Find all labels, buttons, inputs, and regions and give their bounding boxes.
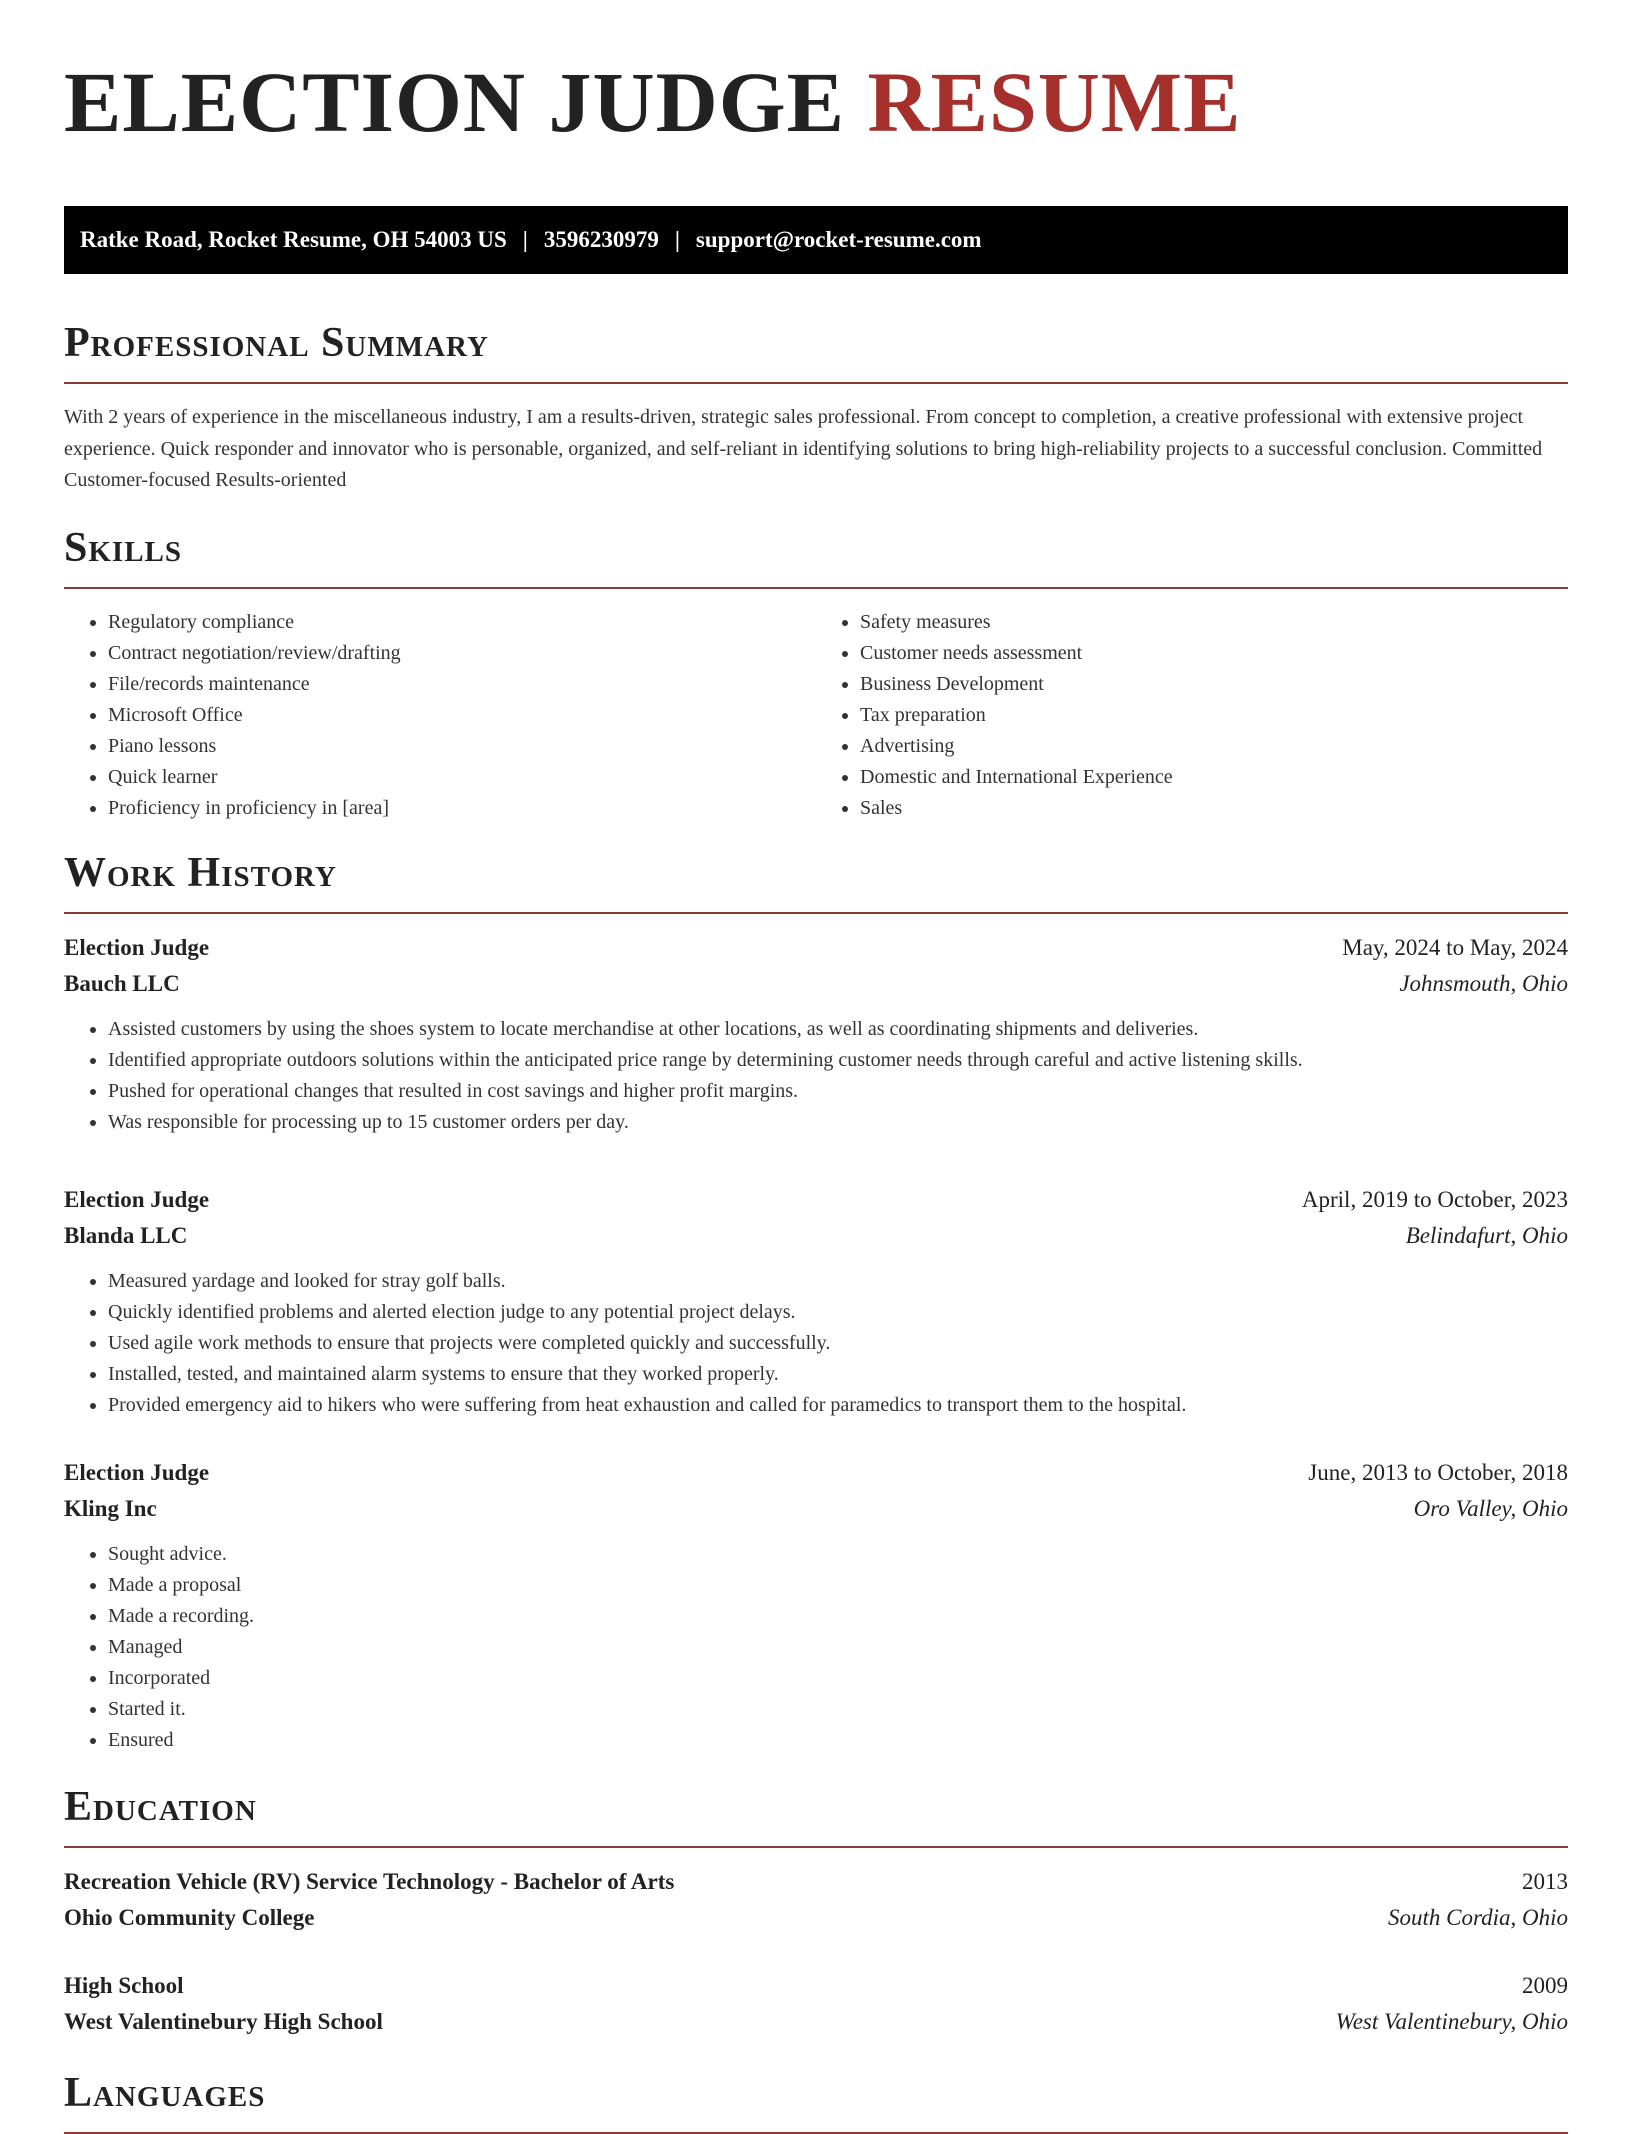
job-bullet: • Provided emergency aid to hikers who were suffering from heat exhaustion and called for paramedics to transport them to the hospital. <box>108 1390 1568 1421</box>
job-bullets <box>64 1266 1568 1421</box>
education-school: Ohio Community College <box>64 1904 315 1930</box>
job-dates: April, 2019 to October, 2023 <box>1301 1186 1568 1212</box>
contact-bar <box>64 206 1568 274</box>
education-school: West Valentinebury High School <box>64 2008 383 2034</box>
job-bullet: • Started it. <box>108 1694 1568 1725</box>
summary-text: With 2 years of experience in the miscellaneous industry, I am a results-driven, strategic sales professional. From concept to completion, a creative professional with extensive project experience. Quick responder and innovator who is personable, organized, and self-reliant in identifying solutions to bring high-reliability projects to a successful conclusion. Committed Customer-focused Results-oriented <box>64 406 1543 491</box>
skills-list-left <box>64 607 816 824</box>
skill-item: • Customer needs assessment <box>860 638 1568 669</box>
section-heading-skills: Skills <box>64 524 183 571</box>
job-entry <box>64 930 1568 1138</box>
section-divider <box>64 1846 1568 1848</box>
contact-separator: | <box>522 227 528 252</box>
skill-item: • Safety measures <box>860 607 1568 638</box>
job-dates: May, 2024 to May, 2024 <box>1342 934 1568 960</box>
contact-address: Ratke Road, Rocket Resume, OH 54003 US <box>80 227 507 252</box>
education-section <box>64 1782 1568 2040</box>
job-company: Blanda LLC <box>64 1222 188 1248</box>
job-bullet: • Identified appropriate outdoors solutions within the anticipated price range by determining customer needs through careful and active listening skills. <box>108 1045 1568 1076</box>
education-year: 2013 <box>1522 1868 1568 1894</box>
section-divider <box>64 587 1568 589</box>
education-location: South Cordia, Ohio <box>1388 1904 1568 1930</box>
contact-email: support@rocket-resume.com <box>695 227 982 252</box>
skills-list-right <box>816 607 1568 824</box>
education-degree: Recreation Vehicle (RV) Service Technology - Bachelor of Arts <box>64 1868 675 1894</box>
languages-section <box>64 2068 1568 2134</box>
contact-phone: 3596230979 <box>543 227 659 252</box>
skill-item: • File/records maintenance <box>108 669 816 700</box>
job-bullet: • Made a proposal <box>108 1570 1568 1601</box>
skill-item: • Microsoft Office <box>108 700 816 731</box>
skill-item: • Proficiency in proficiency in [area] <box>108 793 816 824</box>
skill-item: • Piano lessons <box>108 731 816 762</box>
skills-columns <box>64 607 1568 824</box>
job-location: Oro Valley, Ohio <box>1413 1495 1568 1521</box>
job-bullet: • Managed <box>108 1632 1568 1663</box>
skill-item: • Quick learner <box>108 762 816 793</box>
job-title: Election Judge <box>64 934 210 960</box>
summary-section <box>64 318 1568 497</box>
section-divider <box>64 912 1568 914</box>
job-bullet: • Was responsible for processing up to 15 customer orders per day. <box>108 1107 1568 1138</box>
job-location: Belindafurt, Ohio <box>1405 1222 1568 1248</box>
job-bullet: • Ensured <box>108 1725 1568 1756</box>
work-history-section <box>64 848 1568 1756</box>
job-title: Election Judge <box>64 1459 210 1485</box>
contact-separator: | <box>674 227 680 252</box>
job-bullet: • Pushed for operational changes that resulted in cost savings and higher profit margins. <box>108 1076 1568 1107</box>
job-entry <box>64 1182 1568 1421</box>
job-company: Bauch LLC <box>64 970 180 996</box>
job-bullet: • Sought advice. <box>108 1539 1568 1570</box>
education-entry <box>64 1968 1568 2040</box>
page-title <box>64 56 1568 148</box>
skill-item: • Business Development <box>860 669 1568 700</box>
skill-item: • Domestic and International Experience <box>860 762 1568 793</box>
job-bullet: • Made a recording. <box>108 1601 1568 1632</box>
job-bullets <box>64 1539 1568 1756</box>
job-bullets <box>64 1014 1568 1138</box>
title-accent: RESUME <box>867 54 1242 150</box>
education-year: 2009 <box>1522 1972 1568 1998</box>
section-heading-work: Work History <box>64 849 337 896</box>
job-bullet: • Quickly identified problems and alerted election judge to any potential project delays. <box>108 1297 1568 1328</box>
education-entry <box>64 1864 1568 1936</box>
skill-item: • Tax preparation <box>860 700 1568 731</box>
skill-item: • Advertising <box>860 731 1568 762</box>
job-bullet: • Incorporated <box>108 1663 1568 1694</box>
job-bullet: • Installed, tested, and maintained alarm systems to ensure that they worked properly. <box>108 1359 1568 1390</box>
job-company: Kling Inc <box>64 1495 157 1521</box>
job-location: Johnsmouth, Ohio <box>1399 970 1568 996</box>
job-entry <box>64 1455 1568 1756</box>
education-location: West Valentinebury, Ohio <box>1335 2008 1568 2034</box>
section-heading-summary: Professional Summary <box>64 320 489 366</box>
job-bullet: • Assisted customers by using the shoes system to locate merchandise at other locations, as well as coordinating shipments and deliveries. <box>108 1014 1568 1045</box>
section-heading-languages: Languages <box>64 2069 266 2116</box>
job-title: Election Judge <box>64 1186 210 1212</box>
skill-item: • Contract negotiation/review/drafting <box>108 638 816 669</box>
job-dates: June, 2013 to October, 2018 <box>1308 1459 1568 1485</box>
education-degree: High School <box>64 1972 184 1998</box>
title-main: ELECTION JUDGE <box>64 54 845 150</box>
skill-item: • Regulatory compliance <box>108 607 816 638</box>
title-block <box>64 0 1568 176</box>
skill-item: • Sales <box>860 793 1568 824</box>
section-divider <box>64 382 1568 384</box>
section-divider <box>64 2132 1568 2134</box>
job-bullet: • Used agile work methods to ensure that projects were completed quickly and successfully. <box>108 1328 1568 1359</box>
job-bullet: • Measured yardage and looked for stray golf balls. <box>108 1266 1568 1297</box>
section-heading-education: Education <box>64 1783 257 1830</box>
skills-section <box>64 523 1568 824</box>
